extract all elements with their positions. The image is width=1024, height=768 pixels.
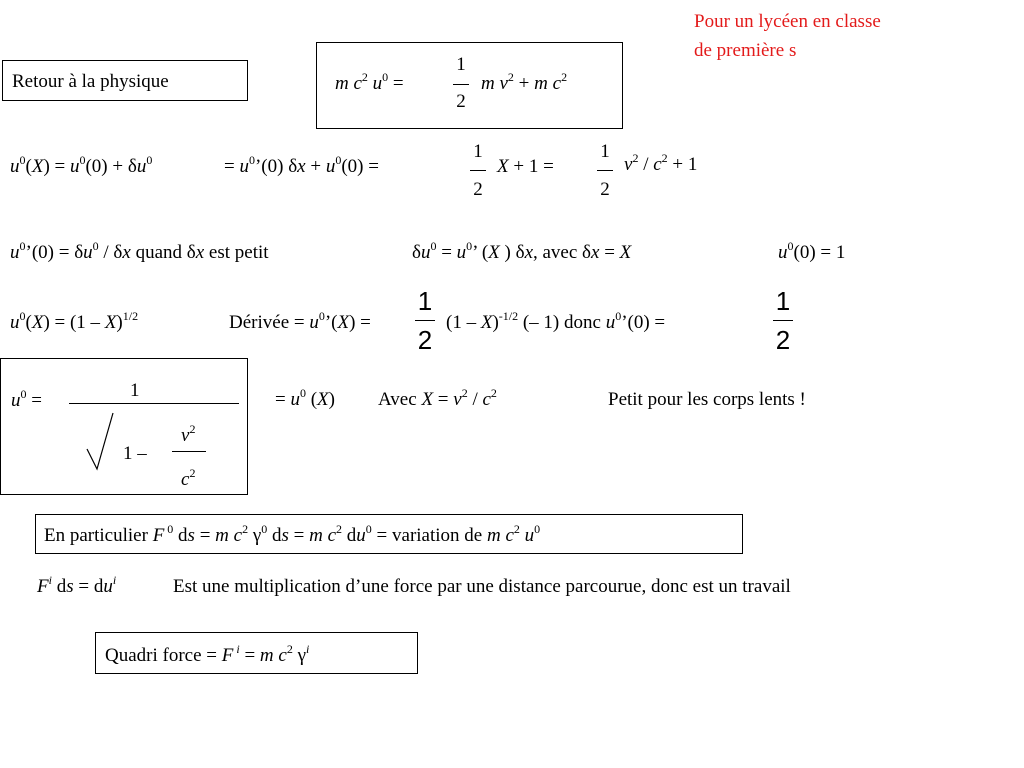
travail-formula: $F^i$ ds = $du^i$ [37, 573, 117, 597]
travail-explanation: Est une multiplication d’une force par une distance parcourue, donc est un travail [173, 576, 791, 597]
line4-derivee: Dérivée = $u^0’(X)$ = [229, 309, 371, 333]
line3-initial: $u^0(0) = 1$ [778, 239, 846, 263]
u0-c-squared: $c^2$ [181, 466, 196, 490]
u0-v-squared: $v^2$ [181, 422, 196, 446]
eq1-rhs: m $v^2 + m$ $c^2$ [481, 70, 568, 94]
particulier-box [35, 514, 743, 554]
line2-derivative: = $u^0’(0) \delta x + u^0(0)$ = [224, 153, 379, 177]
line4-fraction-2: 1 2 [770, 288, 796, 353]
u0-numerator: 1 [130, 380, 140, 401]
u0-main-fraction-bar [69, 403, 239, 404]
equation-box-energy [316, 42, 623, 129]
line5-u0-of-x: = $u^0$ (X) [275, 386, 335, 410]
line4-fraction-1: 1 2 [412, 288, 438, 353]
retour-link-box[interactable] [2, 60, 248, 101]
line5-avec: Avec $X = v^2 / c^2$ [378, 386, 497, 410]
line4-function: $u^0(X) = (1 - X)^{1/2}$ [10, 309, 139, 333]
line5-note: Petit pour les corps lents ! [608, 389, 806, 410]
note-line-2: de première s [694, 40, 797, 61]
quadri-force-text: Quadri force = F $^i$ = m $c^2$ $\gamma^i$ [105, 642, 310, 666]
line2-x-plus-one: X + 1 = [497, 156, 554, 177]
sqrt-symbol [85, 411, 115, 471]
u0-lhs: $u^0$ = [11, 387, 42, 411]
retour-label[interactable]: Retour à la physique [12, 71, 169, 92]
eq1-fraction: 1 2 [450, 55, 472, 111]
line4-derivative-rhs: (1 – X)$^{-1/2}$ (– 1) donc $u^0’(0)$ = [446, 309, 666, 333]
line2-fraction-1: 1 2 [467, 142, 489, 199]
quadri-force-box [95, 632, 418, 674]
u0-formula-box [0, 358, 248, 495]
note-line-1: Pour un lycéen en classe [694, 11, 881, 32]
u0-inner-fraction-bar [172, 451, 206, 452]
line2-fraction-2: 1 2 [594, 142, 616, 199]
line3-delta: $\delta u^0 = u^0$’ (X ) δx, avec δx = X [412, 239, 632, 263]
line3-definition: $u^0’(0) = \delta u^0 / \delta x$ quand δx est petit [10, 239, 269, 263]
eq1-lhs: m $c^2$ $u^0$ = [335, 70, 404, 94]
particulier-text: En particulier F $^0$ ds = m $c^2$ $\gamma^0$ ds = m $c^2$ $du^0$ = variation de m $c^2$ $u^0$ [44, 522, 541, 546]
line2-expansion: $u^0(X) = u^0(0) + \delta u^0$ [10, 153, 153, 177]
u0-one-minus: 1 – [123, 443, 147, 464]
line2-tail: $v^2 / c^2 + 1$ [624, 151, 698, 175]
